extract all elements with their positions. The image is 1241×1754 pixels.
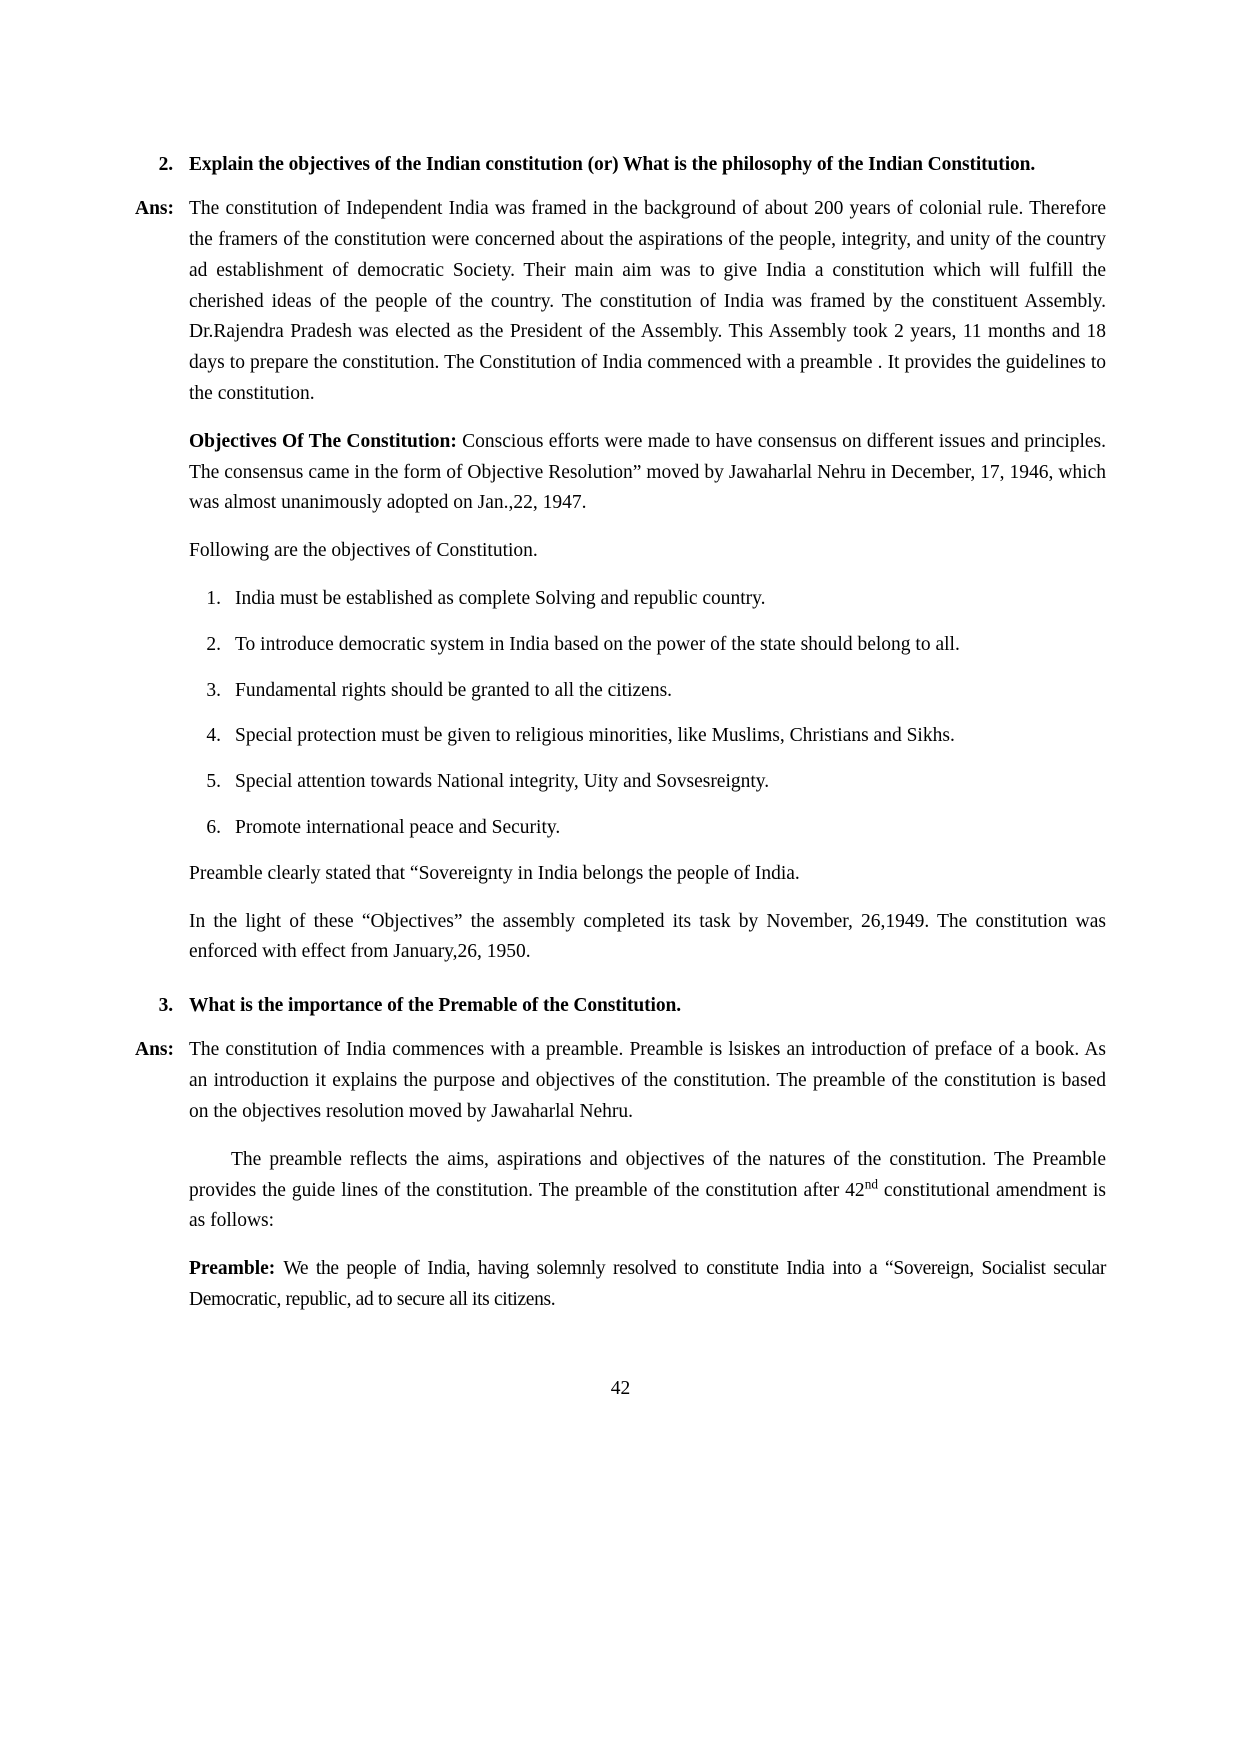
question-text-3: What is the importance of the Premable of the Constitution.	[189, 995, 682, 1017]
question-number-3: 3.	[158, 995, 173, 1017]
list-item-number: 2.	[206, 633, 221, 655]
preamble-reflects-text-part2: constitutional amendment is as follows:	[189, 1179, 1106, 1232]
answer-paragraph: The constitution of India commences with a preamble. Preamble is lsiskes an introduction of preface of a book. As an introduction it explains the purpose and objectives of the constitution. The preamble of the constitution is based on the objectives resolution moved by Jawaharlal Nehru.	[189, 1039, 1106, 1122]
objectives-list	[189, 584, 1106, 844]
question-number-2: 2.	[158, 154, 173, 175]
list-item-text: To introduce democratic system in India based on the power of the state should belong to all.	[235, 633, 960, 655]
list-item	[189, 630, 1106, 661]
page-number: 42	[610, 1378, 631, 1399]
closing-paragraph: In the light of these “Objectives” the assembly completed its task by November, 26,1949. The constitution was enforced with effect from January,26, 1950.	[189, 910, 1106, 963]
answer-block-2	[135, 194, 1106, 985]
question-heading-3	[135, 991, 1106, 1021]
preamble-text: We the people of India, having solemnly resolved to constitute India into a “Sovereign, Socialist secular Democratic, republic, ad to secure all its citizens.	[189, 1258, 1107, 1310]
list-item-number: 5.	[206, 771, 221, 793]
preamble-reflects-paragraph	[189, 1145, 1106, 1237]
answer-block-3	[135, 1035, 1106, 1332]
amendment-ordinal-suffix: nd	[864, 1176, 878, 1192]
list-item	[189, 676, 1106, 707]
answer-label-3: Ans:	[135, 1039, 175, 1061]
qa-block-3	[135, 991, 1106, 1333]
list-item-number: 3.	[206, 679, 221, 701]
closing-paragraph: Preamble clearly stated that “Sovereignty in India belongs the people of India.	[189, 862, 800, 884]
list-item-text: Promote international peace and Security.	[235, 816, 561, 838]
question-heading-2	[135, 150, 1106, 180]
list-item	[189, 813, 1106, 844]
list-item-number: 6.	[206, 816, 221, 838]
list-item-text: Special protection must be given to religious minorities, like Muslims, Christians and Sikhs.	[235, 725, 955, 747]
preamble-heading: Preamble:	[189, 1258, 276, 1280]
answer-paragraph: The constitution of Independent India was framed in the background of about 200 years of colonial rule. Therefore the framers of the constitution were concerned about the aspirations of the people, integrity, and unity of the country ad establishment of democratic Society. Their main aim was to give India a constitution which will fulfill the cherished ideas of the people of the country. The constitution of India was framed by the constituent Assembly. Dr.Rajendra Pradesh was elected as the President of the Assembly. This Assembly took 2 years, 11 months and 18 days to prepare the constitution. The Constitution of India commenced with a preamble . It provides the guidelines to the constitution.	[189, 198, 1106, 404]
list-item-text: India must be established as complete Solving and republic country.	[235, 587, 766, 609]
answer-label-2: Ans:	[135, 198, 175, 220]
list-item	[189, 584, 1106, 615]
answer-body-2	[189, 194, 1106, 985]
question-text-2: Explain the objectives of the Indian constitution (or) What is the philosophy of the Indian Constitution.	[189, 154, 1036, 175]
following-line: Following are the objectives of Constitution.	[189, 540, 538, 562]
objectives-paragraph	[189, 427, 1106, 519]
list-item	[189, 767, 1106, 798]
list-item-text: Special attention towards National integrity, Uity and Sovsesreignty.	[235, 771, 770, 793]
objectives-intro-text: Conscious efforts were made to have consensus on different issues and principles. The consensus came in the form of Objective Resolution” moved by Jawaharlal Nehru in December, 17, 1946, which was almost unanimously adopted on Jan.,22, 1947.	[189, 430, 1106, 514]
objectives-heading: Objectives Of The Constitution:	[189, 430, 457, 452]
preamble-paragraph	[189, 1254, 1106, 1316]
answer-body-3	[189, 1035, 1106, 1332]
list-item-text: Fundamental rights should be granted to all the citizens.	[235, 679, 673, 701]
list-item	[189, 721, 1106, 752]
list-item-number: 1.	[206, 587, 221, 609]
qa-block-2	[135, 150, 1106, 985]
list-item-number: 4.	[206, 725, 221, 747]
preamble-reflects-text-part1: The preamble reflects the aims, aspirations and objectives of the natures of the constitution. The Preamble provides the guide lines of the constitution. The preamble of the constitution after 42	[189, 1148, 1106, 1201]
